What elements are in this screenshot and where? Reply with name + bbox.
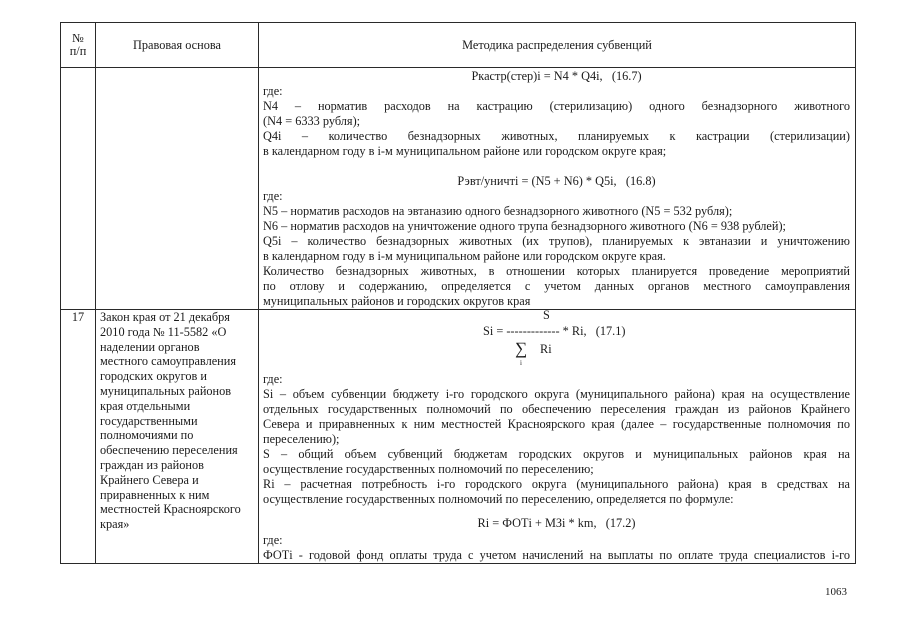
- row16-method-cell: [259, 68, 856, 310]
- q5i-definition-line: в календарном году в i-м муниципальном районе или городском округе края.: [263, 249, 666, 263]
- basis-line: 2010 года № 11-5582 «О: [100, 324, 227, 339]
- subsidy-table: [60, 22, 856, 564]
- basis-line: Крайнего Севера и: [100, 472, 199, 487]
- header-number-line1: №: [72, 31, 84, 45]
- sum-symbol: ∑: [515, 339, 528, 358]
- where-label: где:: [263, 84, 283, 98]
- n5-definition: N5 – норматив расходов на эвтаназию одного безнадзорного животного (N5 = 532 рубля);: [263, 204, 733, 218]
- row17-number: 17: [61, 310, 96, 564]
- s-definition-line: S – общий объем субвенций бюджетам городских округов и муниципальных районов края на: [263, 447, 850, 461]
- basis-line: края»: [100, 517, 130, 532]
- basis-line: края отдельными: [100, 398, 191, 413]
- where-label: где:: [263, 372, 283, 386]
- formula-16-8: Рэвт/уничтi = (N5 + N6) * Q5i, (16.8): [457, 174, 656, 188]
- si-definition-line: переселению);: [263, 432, 340, 446]
- si-definition-line: Севера и приравненных к ним местностей Красноярского края (далее – государственные полномочия по: [263, 417, 850, 431]
- formula-16-7: Ркастр(стер)i = N4 * Q4i, (16.7): [471, 69, 642, 83]
- basis-line: городских округов и: [100, 369, 207, 384]
- basis-line: наделении органов: [100, 339, 200, 354]
- header-number: [61, 23, 96, 68]
- si-definition-line: отдельных государственных полномочий по обеспечению переселения граждан из районов Крайнего: [263, 402, 850, 416]
- fot-definition-line: ФОТi - годовой фонд оплаты труда с учетом начислений на выплаты по оплате труда специалистов i-го: [263, 548, 850, 562]
- basis-line: Закон края от 21 декабря: [100, 310, 230, 324]
- basis-line: местностей Красноярского: [100, 502, 241, 517]
- note-line: муниципальных районов и городских округов края: [263, 294, 531, 308]
- table-row: [61, 68, 856, 310]
- basis-line: полномочиями по: [100, 428, 194, 443]
- n6-definition: N6 – норматив расходов на уничтожение одного трупа безнадзорного животного (N6 = 938 рублей);: [263, 219, 786, 233]
- basis-line: обеспечению переселения: [100, 443, 238, 458]
- header-number-line2: п/п: [69, 44, 87, 58]
- where-label: где:: [263, 189, 283, 203]
- basis-line: местного самоуправления: [100, 354, 236, 369]
- ri-definition-line: осуществление государственных полномочий по переселению, определяется по формуле:: [263, 492, 734, 506]
- q5i-definition-line: Q5i – количество безнадзорных животных (их трупов), планируемых к эвтаназии и уничтожению: [263, 234, 850, 248]
- row17-basis-cell: [96, 310, 259, 564]
- s-definition-line: осуществление государственных полномочий по переселению;: [263, 462, 594, 476]
- formula-denominator: Ri: [540, 342, 552, 356]
- blank-line: [263, 159, 850, 174]
- header-legal-basis: Правовая основа: [96, 23, 259, 68]
- table-header-row: [61, 23, 856, 68]
- where-label: где:: [263, 533, 283, 547]
- q4i-definition-line: в календарном году в i-м муниципальном районе или городском округе края;: [263, 144, 667, 158]
- formula-main-line: Si = ------------- * Ri, (17.1): [483, 324, 626, 338]
- formula-17-1: [263, 311, 850, 372]
- basis-line: государственными: [100, 413, 198, 428]
- ri-definition-line: Ri – расчетная потребность i-го городского округа (муниципального района) края в средствах на: [263, 477, 850, 491]
- note-line: по отлову и содержанию, определяется с учетом данных органов местного самоуправления: [263, 279, 850, 293]
- q4i-definition-line: Q4i – количество безнадзорных животных, планируемых к кастрации (стерилизации): [263, 129, 850, 143]
- basis-line: муниципальных районов: [100, 383, 232, 398]
- page-number: 1063: [825, 586, 847, 598]
- note-line: Количество безнадзорных животных, в отношении которых планируется проведение мероприятий: [263, 264, 850, 278]
- n4-definition-line: N4 – норматив расходов на кастрацию (стерилизацию) одного безнадзорного животного: [263, 99, 850, 113]
- table-row: [61, 310, 856, 564]
- basis-line: приравненных к ним: [100, 487, 210, 502]
- formula-17-2: Ri = ФОТi + МЗi * km, (17.2): [477, 516, 636, 530]
- formula-numerator: S: [543, 309, 550, 322]
- sum-index: i: [520, 359, 522, 367]
- row17-method-cell: [259, 310, 856, 564]
- header-method: Методика распределения субвенций: [259, 23, 856, 68]
- si-definition-line: Si – объем субвенции бюджету i-го городского округа (муниципального района) края на осуществление: [263, 387, 850, 401]
- row16-basis-cell: [96, 68, 259, 310]
- basis-line: граждан из районов: [100, 457, 204, 472]
- row16-number-cell: [61, 68, 96, 310]
- n4-definition-line: (N4 = 6333 рубля);: [263, 114, 361, 128]
